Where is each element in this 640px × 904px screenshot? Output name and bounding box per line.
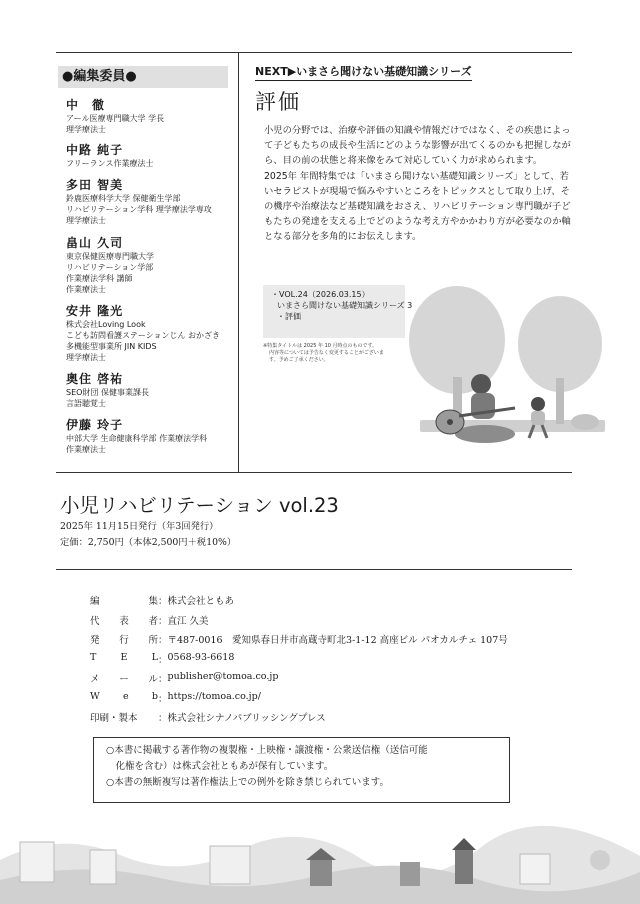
colophon [90, 593, 508, 730]
editor-affiliation: 理学療法士 [66, 125, 106, 134]
colophon-label [90, 671, 158, 691]
copyright-line: 化権を含む）は株式会社ともあが保有しています。 [106, 761, 334, 772]
colophon-label-char: 発 [90, 635, 100, 646]
townscape-decoration [0, 820, 640, 904]
colophon-value: 直江 久美 [167, 615, 209, 627]
colophon-colon: ： [158, 713, 168, 724]
editor-affiliation: 作業療法士 [66, 285, 106, 294]
copyright-line: ○本書に掲載する著作物の複製権・上映権・譲渡権・公衆送信権（送信可能 [106, 745, 428, 756]
next-note-line: 内容等については予告なく変更することがございます。予めご了承ください。 [269, 350, 384, 363]
colophon-row [90, 671, 508, 691]
guitar-player-illustration [395, 282, 610, 460]
editor-name: 多田 智美 [66, 178, 124, 192]
colophon-label-char: 表 [119, 615, 129, 627]
next-series-header: NEXT▶いまさら聞けない基礎知識シリーズ [255, 63, 472, 81]
next-note-line: ※特集タイトルは 2025 年 10 月時点のものです。 [263, 343, 378, 349]
copyright-notice [93, 737, 510, 803]
editor-affiliation: 作業療法学科 講師 [66, 274, 133, 283]
colophon-row [90, 593, 508, 613]
colophon-label-char: L [151, 651, 158, 663]
editor-affiliation: 東京保健医療専門職大学 [66, 252, 154, 261]
editor-entry [66, 143, 238, 169]
editor-name: 奥住 啓祐 [66, 372, 124, 386]
middle-rule [56, 472, 572, 473]
editor-entry [66, 418, 238, 455]
colophon-row [90, 710, 508, 730]
colophon-label-char: 所 [148, 635, 158, 646]
colophon-label [90, 632, 158, 652]
colophon-value: 〒487-0016 愛知県春日井市高蔵寺町北3-1-12 高座ビル パオカルチェ 107号 [167, 635, 508, 646]
editor-affiliation: 理学療法士 [66, 353, 106, 362]
colophon-label-char: ル [148, 674, 158, 685]
column-divider [238, 52, 239, 472]
colophon-label-char: W [90, 690, 100, 702]
editor-affiliation: 鈴鹿医療科学大学 保健衛生学部 [66, 194, 181, 203]
price: 定価：2,750円（本体2,500円＋税10%） [60, 537, 237, 548]
colophon-value: 株式会社シナノパブリッシングプレス [167, 713, 326, 724]
colophon-row [90, 691, 508, 711]
editor-entry [66, 178, 238, 226]
editor-entry [66, 98, 238, 135]
colophon-label [90, 691, 158, 711]
publication-info [60, 519, 236, 551]
colophon-row [90, 652, 508, 672]
colophon-colon: ： [158, 674, 168, 685]
colophon-row [90, 632, 508, 652]
next-volume-box [263, 285, 413, 338]
editor-name: 伊藤 玲子 [66, 418, 124, 432]
colophon-colon: ： [158, 654, 168, 666]
colophon-label-char: e [123, 690, 129, 702]
colophon-label-char: メ [90, 674, 100, 685]
next-volume-line: ・VOL.24（2026.03.15） [271, 290, 370, 299]
colophon-colon: ： [158, 596, 168, 607]
colophon-label-char: b [151, 690, 158, 702]
colophon-label-char: 印刷・製本 [90, 713, 138, 724]
colophon-label-char: 集 [148, 596, 158, 607]
colophon-rule [56, 569, 572, 570]
book-title: 小児リハビリテーション vol.23 [60, 494, 339, 517]
colophon-label-char: 者 [148, 615, 158, 627]
colophon-label [90, 613, 158, 633]
colophon-label-char: T [90, 651, 97, 663]
editors-heading: ●編集委員● [58, 66, 228, 88]
colophon-label [90, 652, 158, 672]
editor-affiliation: 作業療法士 [66, 445, 106, 454]
colophon-row [90, 613, 508, 633]
colophon-value: 0568-93-6618 [167, 651, 235, 663]
next-volume-line: ・評価 [277, 312, 301, 321]
colophon-colon: ： [158, 635, 168, 646]
next-body [264, 123, 576, 245]
colophon-label-char: 代 [90, 615, 100, 627]
editor-affiliation: フリーランス作業療法士 [66, 159, 154, 168]
issue-date: 2025年 11月15日発行（年3回発行） [60, 521, 219, 532]
next-body-paragraph: 2025年 年間特集では「いまさら聞けない基礎知識シリーズ」として、若いセラピストが現場で悩みやすいところをトピックスとして取り上げ、その機序や治療法など基礎知識をおさえ、リハビリテーション専門職が子どもたちの発達を支える上でどのような考え方やかかわり方が必要なのか軸となる部分を多角的にお伝えします。 [264, 170, 571, 243]
editor-affiliation: こども訪問看護ステーションじん おかざき [66, 331, 221, 340]
editor-affiliation: 多機能型事業所 JIN KIDS [66, 342, 157, 351]
next-volume-line: いまさら聞けない基礎知識シリーズ 3 [277, 301, 413, 310]
colophon-value: https://tomoa.co.jp/ [167, 690, 261, 702]
colophon-label-char: ー [119, 674, 129, 685]
editor-affiliation: 中部大学 生命健康科学部 作業療法学科 [66, 434, 208, 443]
top-rule [56, 52, 572, 53]
colophon-colon: ： [158, 615, 168, 627]
editor-affiliation: リハビリテーション学部 [66, 263, 154, 272]
next-note [263, 343, 393, 364]
colophon-value: 株式会社ともあ [167, 596, 235, 607]
editor-entry [66, 236, 238, 295]
colophon-label-char: E [120, 651, 128, 663]
editor-affiliation: アール医療専門職大学 学長 [66, 114, 165, 123]
editor-name: 安井 隆光 [66, 304, 124, 318]
next-title: 評価 [255, 90, 301, 114]
editor-name: 中 徹 [66, 98, 106, 112]
editor-affiliation: 理学療法士 [66, 216, 106, 225]
colophon-label-char: 行 [119, 635, 129, 646]
copyright-line: ○本書の無断複写は著作権法上での例外を除き禁じられています。 [106, 777, 390, 788]
colophon-colon: ： [158, 693, 168, 705]
editor-affiliation: リハビリテーション学科 理学療法学専攻 [66, 205, 212, 214]
colophon-label [90, 593, 158, 613]
editor-affiliation: 言語聴覚士 [66, 399, 106, 408]
colophon-label-char: 編 [90, 596, 100, 607]
editor-entry [66, 304, 238, 363]
editor-entry [66, 372, 238, 409]
colophon-label [90, 710, 158, 730]
next-body-paragraph: 小児の分野では、治療や評価の知識や情報だけではなく、その疾患によって子どもたちの成長や生活にどのような影響が出てくるのかも把握しながら、目の前の状態と将来像をみて対応していく力が求められます。 [264, 125, 571, 167]
editor-affiliation: 株式会社Loving Look [66, 320, 146, 329]
tree-right [518, 296, 602, 424]
editor-name: 畠山 久司 [66, 236, 124, 250]
colophon-value: publisher@tomoa.co.jp [167, 671, 279, 682]
editor-affiliation: SEO財団 保健事業課長 [66, 388, 149, 397]
editor-name: 中路 純子 [66, 143, 124, 157]
